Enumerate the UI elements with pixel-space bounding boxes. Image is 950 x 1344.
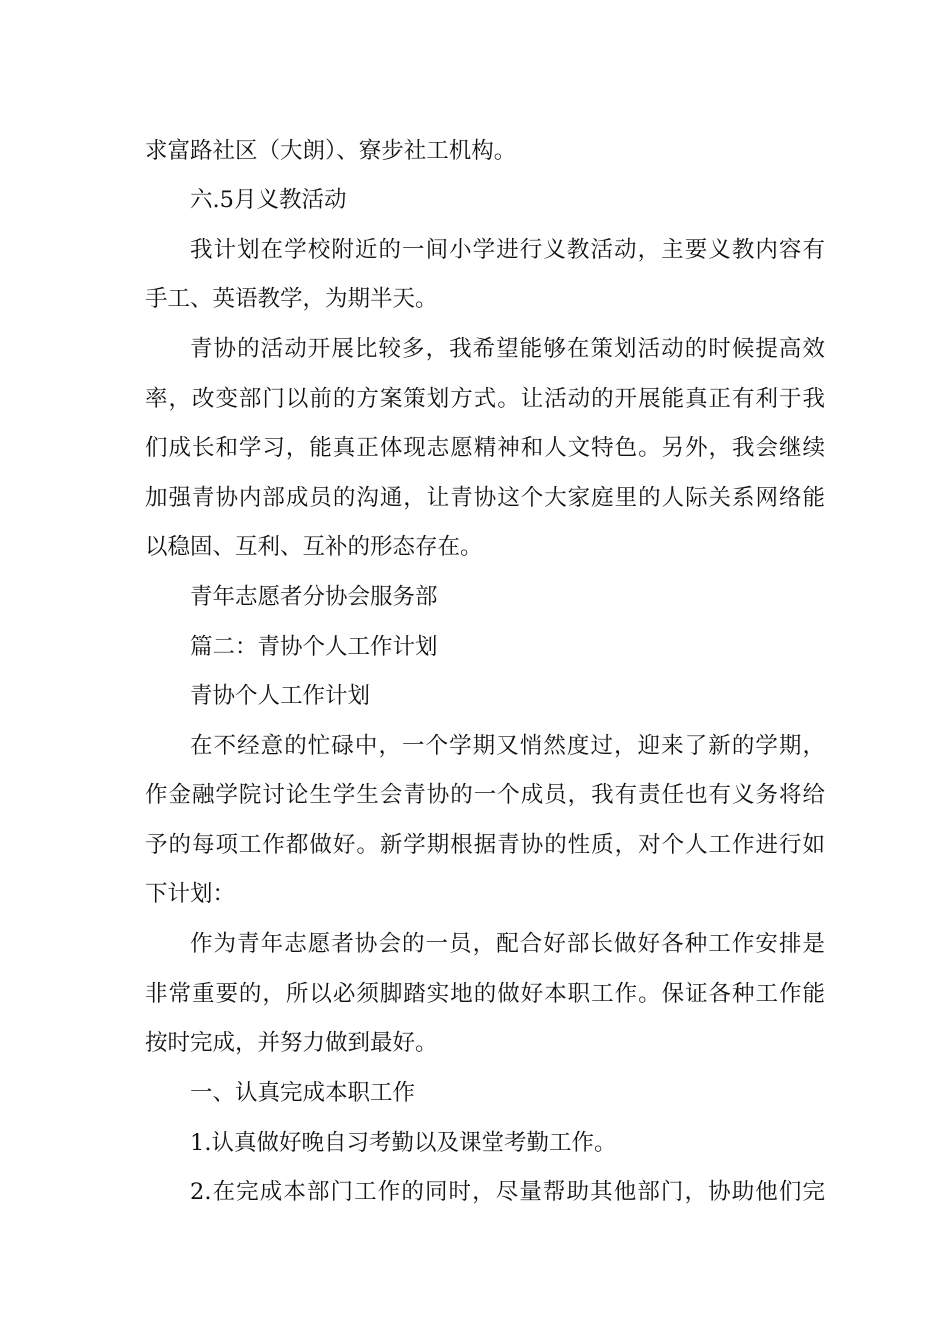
text-line: 求富路社区（大朗）、寮步社工机构。 xyxy=(145,138,517,164)
article-subtitle: 青协个人工作计划 xyxy=(190,683,371,709)
section-heading: 六.5月义教活动 xyxy=(190,187,347,213)
text-line: 非常重要的，所以必须脚踏实地的做好本职工作。保证各种工作能 xyxy=(145,981,825,1007)
section-heading: 一、认真完成本职工作 xyxy=(190,1080,416,1106)
list-item: 2.在完成本部门工作的同时，尽量帮助其他部门，协助他们完 xyxy=(190,1179,825,1205)
text-line: 们成长和学习，能真正体现志愿精神和人文特色。另外，我会继续 xyxy=(145,435,825,461)
text-line: 青协的活动开展比较多，我希望能够在策划活动的时候提高效 xyxy=(190,336,825,362)
text-line: 率，改变部门以前的方案策划方式。让活动的开展能真正有利于我 xyxy=(145,386,825,412)
article-title: 篇二：青协个人工作计划 xyxy=(190,634,438,660)
text-line: 作为青年志愿者协会的一员，配合好部长做好各种工作安排是 xyxy=(190,931,825,957)
text-line: 下计划： xyxy=(145,881,236,907)
text-line: 我计划在学校附近的一间小学进行义教活动，主要义教内容有 xyxy=(190,237,825,263)
text-line: 以稳固、互利、互补的形态存在。 xyxy=(145,534,483,560)
list-item: 1.认真做好晚自习考勤以及课堂考勤工作。 xyxy=(190,1130,617,1156)
text-line: 手工、英语教学，为期半天。 xyxy=(145,286,438,312)
text-line: 予的每项工作都做好。新学期根据青协的性质，对个人工作进行如 xyxy=(145,832,825,858)
text-line: 加强青协内部成员的沟通，让青协这个大家庭里的人际关系网络能 xyxy=(145,485,825,511)
signature-line: 青年志愿者分协会服务部 xyxy=(190,584,438,610)
text-line: 在不经意的忙碌中，一个学期又悄然度过，迎来了新的学期， xyxy=(190,733,825,759)
text-line: 按时完成，并努力做到最好。 xyxy=(145,1030,438,1056)
text-line: 作金融学院讨论生学生会青协的一个成员，我有责任也有义务将给 xyxy=(145,782,825,808)
